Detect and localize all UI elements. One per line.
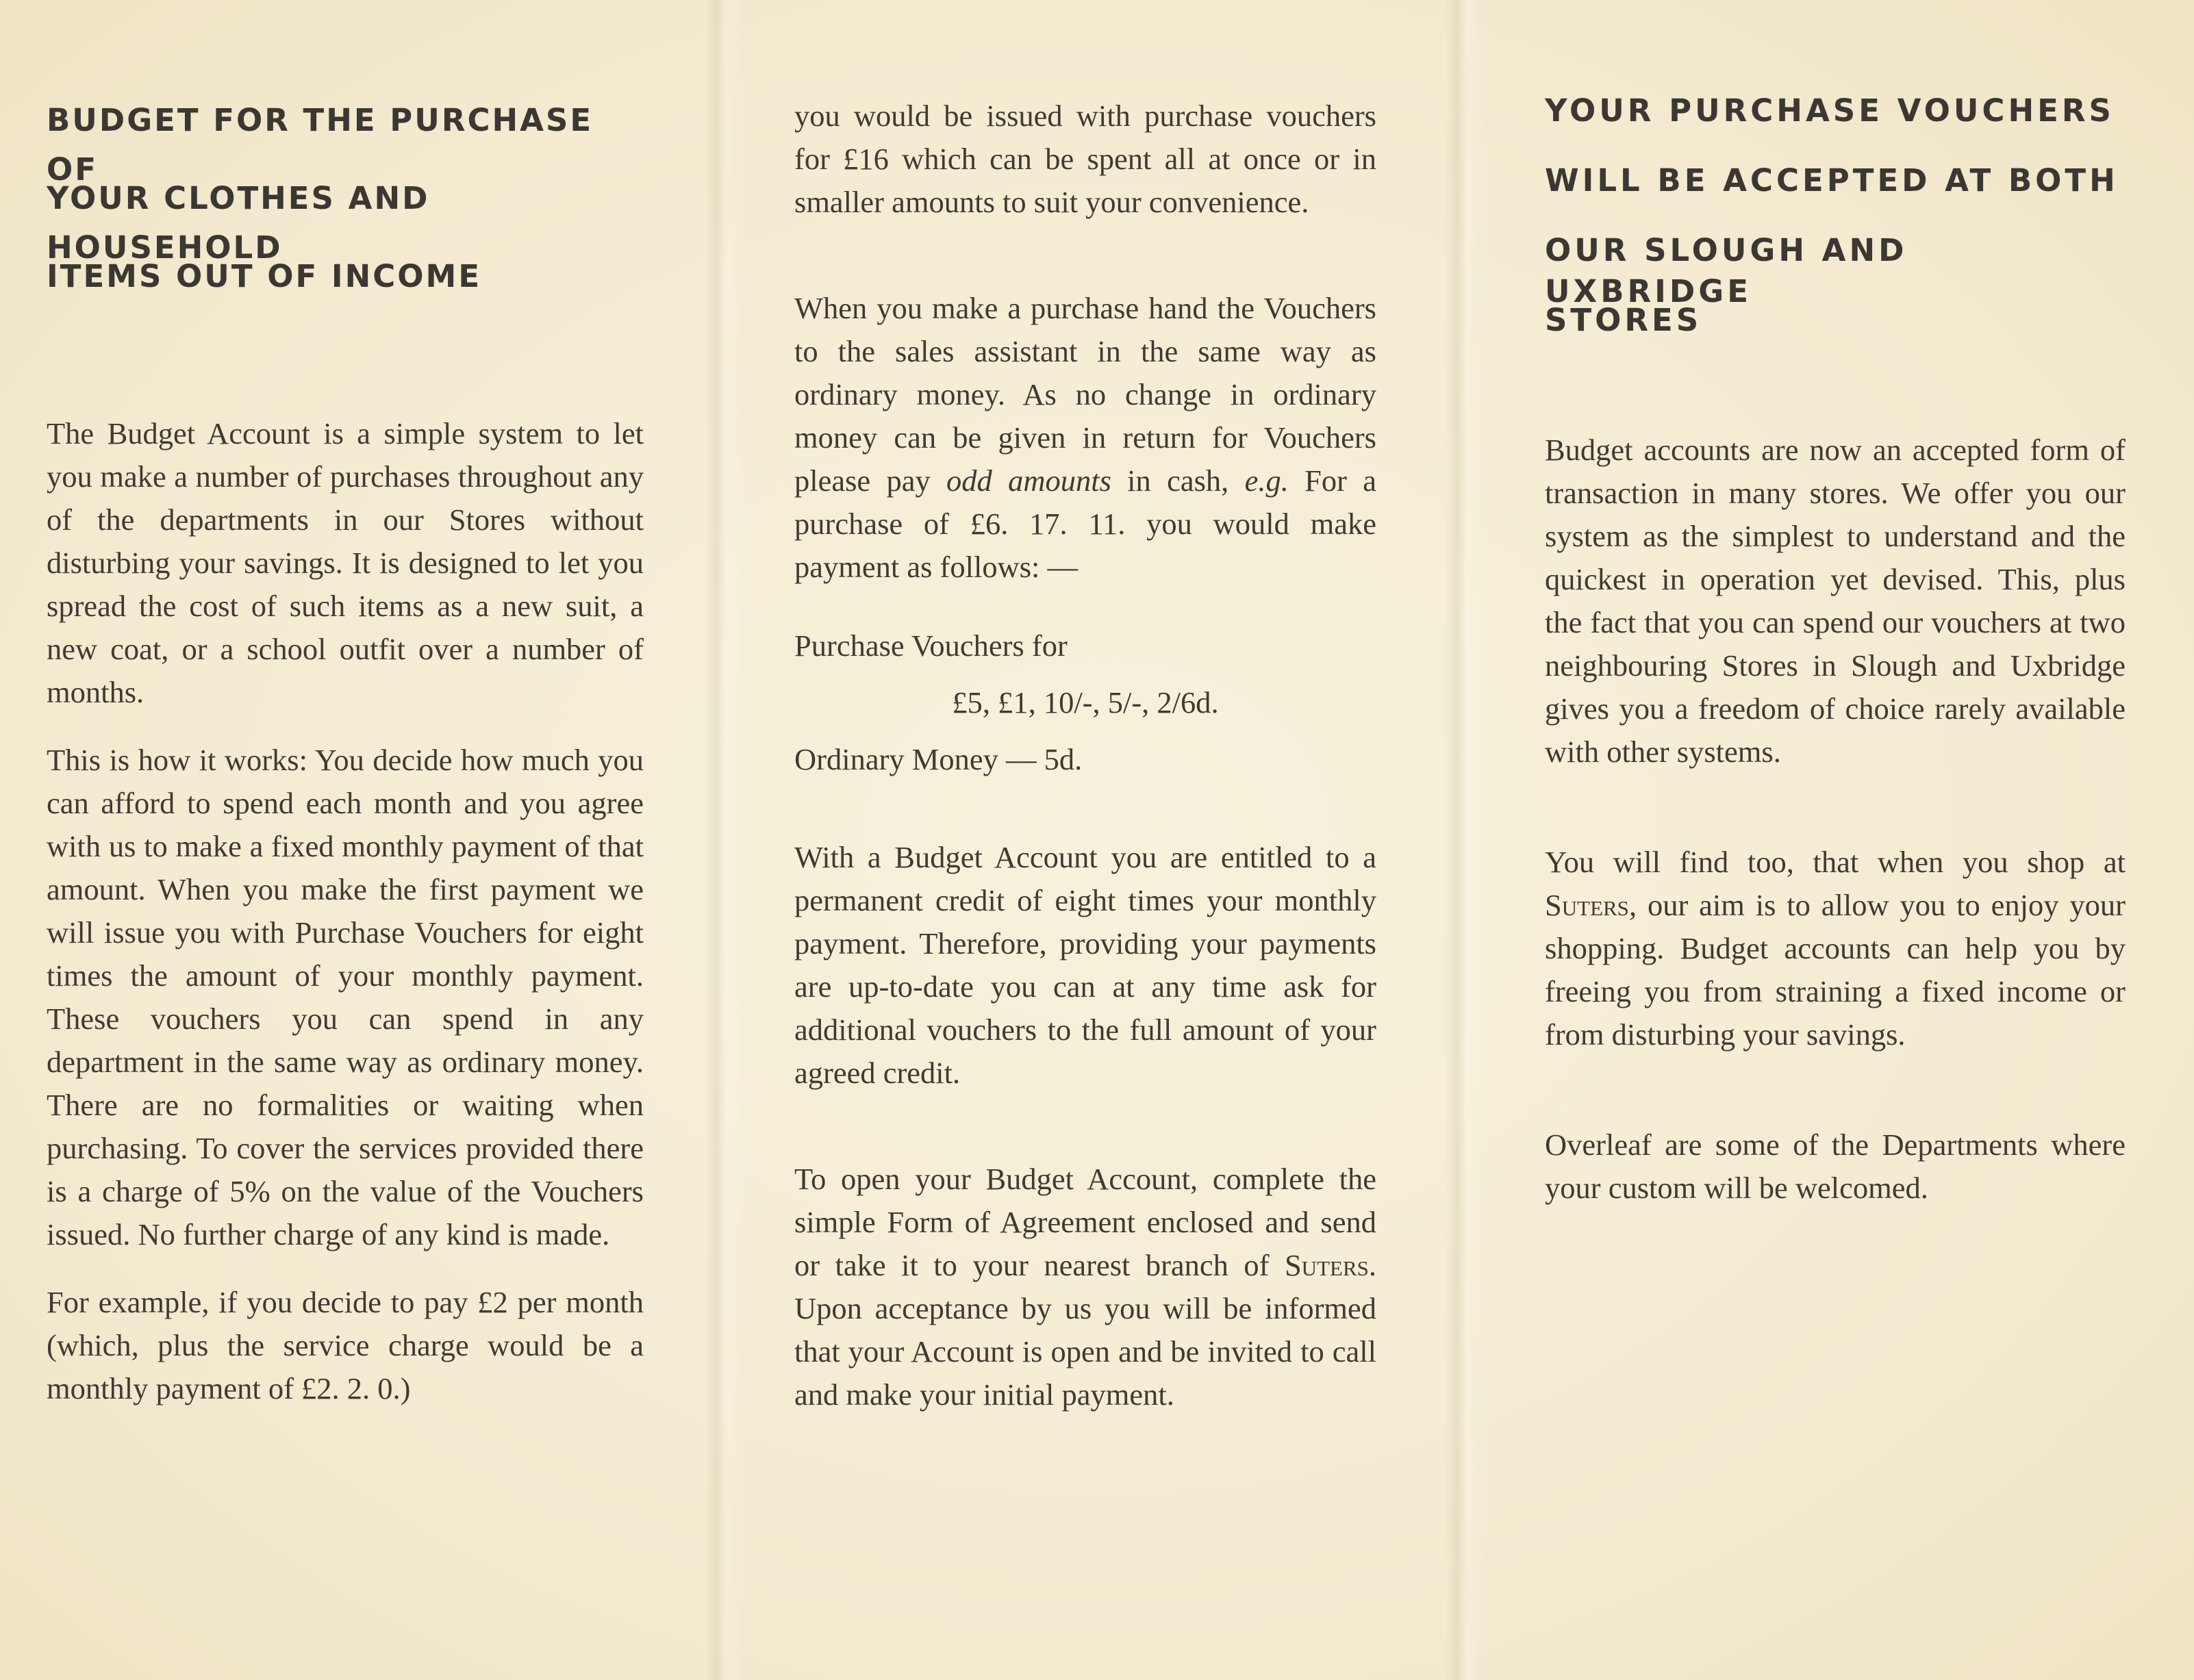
how-it-works-paragraph: This is how it works: You decide how much you can afford to spend each month and you agree with us to make a fixed monthly payment of that amount. When you make the first payment we will issue you with Purchase Vouchers for eight times the amount of your monthly payment. These vouchers you can spend in any department in the same way as ordinary money. There are no formalities or waiting when purchasing. To cover the services provided there is a charge of 5% on the value of the Vouchers issued. No further charge of any kind is made. bbox=[47, 743, 644, 1251]
purchase-paragraph bbox=[794, 287, 1376, 589]
heading-line: YOUR CLOTHES AND HOUSEHOLD bbox=[47, 180, 430, 266]
heading-line: ITEMS OUT OF INCOME bbox=[47, 258, 482, 294]
intro-paragraph: The Budget Account is a simple system to let you make a number of purchases throughout any of the departments in our Stores without disturbing your savings. It is designed to let you spread the cost of such items as a new suit, a new coat, or a school outfit over a number of months. bbox=[47, 416, 644, 709]
heading-line: OUR SLOUGH AND UXBRIDGE bbox=[1545, 232, 1908, 309]
middle-panel bbox=[726, 0, 1465, 1680]
purchase-text: When you make a purchase hand the Vouchers to the sales assistant in the same way as ordinary money. As no change in ordinary money can be given in return for Vouchers please pay bbox=[794, 291, 1376, 498]
left-panel bbox=[0, 0, 726, 1680]
heading-line: BUDGET FOR THE PURCHASE OF bbox=[47, 102, 594, 188]
purchase-text: in cash, bbox=[1111, 463, 1245, 498]
ordinary-money-line: Ordinary Money — 5d. bbox=[794, 742, 1083, 776]
purchase-text: For a purchase of £6. 17. 11. you would make payment as follows: — bbox=[794, 463, 1376, 584]
voucher-label: Purchase Vouchers for bbox=[794, 628, 1068, 663]
accepted-transaction-paragraph: Budget accounts are now an accepted form of transaction in many stores. We offer you our system as the simplest to understand and the quickest in operation yet devised. This, plus the fact that you can spend our vouchers at two neighbouring Stores in Slough and Uxbridge gives you a freedom of choice rarely available with other systems. bbox=[1545, 433, 2126, 769]
overleaf-paragraph: Overleaf are some of the Departments where your custom will be welcomed. bbox=[1545, 1128, 2126, 1205]
right-heading bbox=[1545, 90, 2126, 370]
suters-name: Suters bbox=[1284, 1248, 1369, 1282]
heading-line: STORES bbox=[1545, 302, 1702, 338]
right-panel bbox=[1465, 0, 2194, 1680]
eg-text: e.g. bbox=[1244, 463, 1289, 498]
open-account-text: . Upon acceptance by us you will be informed that your Account is open and be invited to call and make your initial payment. bbox=[794, 1248, 1376, 1412]
payment-breakdown bbox=[794, 624, 1376, 781]
example-continued-paragraph: you would be issued with purchase vouchers for £16 which can be spent all at once or in smaller amounts to suit your convenience. bbox=[794, 99, 1376, 219]
open-account-paragraph bbox=[794, 1158, 1376, 1416]
heading-line: YOUR PURCHASE VOUCHERS bbox=[1545, 92, 2115, 129]
suters-name: Suters bbox=[1545, 888, 1629, 922]
open-account-text: To open your Budget Account, complete the simple Form of Agreement enclosed and send or take it to your nearest branch of bbox=[794, 1162, 1376, 1282]
left-heading bbox=[47, 96, 644, 330]
shopping-paragraph bbox=[1545, 841, 2126, 1056]
heading-line: WILL BE ACCEPTED AT BOTH bbox=[1545, 162, 2119, 199]
example-paragraph: For example, if you decide to pay £2 per month (which, plus the service charge would be a monthly payment of £2. 2. 0.) bbox=[47, 1285, 644, 1405]
odd-amounts-text: odd amounts bbox=[946, 463, 1111, 498]
voucher-amounts: £5, £1, 10/-, 5/-, 2/6d. bbox=[952, 685, 1219, 720]
shopping-text: You will find too, that when you shop at bbox=[1545, 845, 2126, 879]
shopping-text: , our aim is to allow you to enjoy your shopping. Budget accounts can help you by freeing you from straining a fixed income or from disturbing your savings. bbox=[1545, 888, 2126, 1052]
credit-paragraph: With a Budget Account you are entitled to a permanent credit of eight times your monthly payment. Therefore, providing your payments are up-to-date you can at any time ask for additional vouchers to the full amount of your agreed credit. bbox=[794, 840, 1376, 1090]
